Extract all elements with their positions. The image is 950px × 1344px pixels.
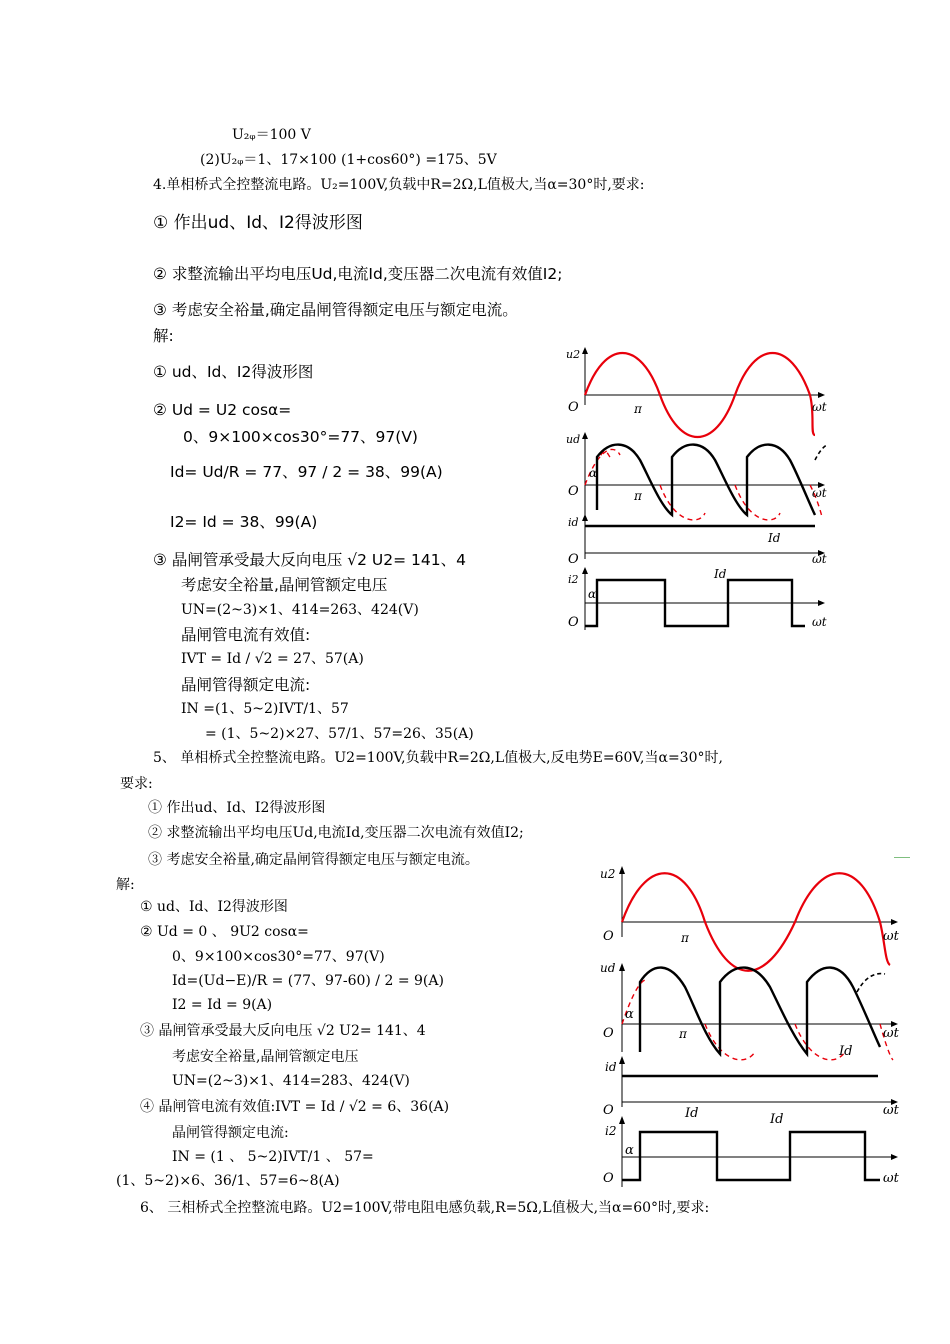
p5-solution-label: 解:: [116, 877, 135, 893]
p5-sol-1: ① ud、Id、I2得波形图: [140, 899, 288, 915]
label-alpha-2: α: [588, 587, 597, 601]
label5-alpha-1: α: [625, 1007, 634, 1022]
label-u2: u2: [566, 348, 581, 361]
label-alpha-1: α: [589, 466, 598, 480]
p4-req-3: ③ 考虑安全裕量,确定晶闸管得额定电压与额定电流。: [153, 301, 518, 319]
label5-Id-2: Id: [685, 1106, 699, 1121]
p5-sol-2: ② Ud = 0 、 9U2 cosα=: [140, 924, 309, 940]
label5-O-2: O: [603, 1026, 614, 1041]
label-wt-1: ωt: [812, 400, 827, 414]
label-O-1: O: [568, 400, 579, 415]
label-O-2: O: [568, 484, 579, 499]
label5-alpha-2: α: [625, 1143, 634, 1158]
label-wt-3: ωt: [812, 552, 827, 566]
label-Id-1: Id: [768, 531, 781, 545]
label5-Id-1: Id: [839, 1044, 853, 1059]
p4-sol-i2: I2= Id = 38、99(A): [170, 513, 318, 531]
p4-sol-in: IN =(1、5~2)IVT/1、57: [181, 701, 349, 717]
label5-wt-3: ωt: [883, 1103, 899, 1118]
p4-sol-id: Id= Ud/R = 77、97 / 2 = 38、99(A): [170, 463, 443, 481]
label-O-3: O: [568, 552, 579, 567]
p4-sol-3: ③ 晶闸管承受最大反向电压 √2 U2= 141、4: [153, 551, 466, 569]
p4-sol-in-label: 晶闸管得额定电流:: [181, 676, 311, 694]
p4-sol-un: UN=(2~3)×1、414=263、424(V): [181, 602, 419, 618]
label-wt-2: ωt: [812, 486, 827, 500]
p5-sol-un: UN=(2~3)×1、414=283、424(V): [172, 1073, 410, 1089]
label5-O-4: O: [603, 1171, 614, 1186]
label5-ud: ud: [600, 961, 616, 975]
label5-id: id: [605, 1060, 617, 1074]
i2-square-5: [622, 1132, 880, 1180]
label5-wt-2: ωt: [883, 1026, 899, 1041]
label-Id-2: Id: [714, 567, 727, 581]
p5-sol-in: IN = (1 、 5~2)IVT/1 、 57=: [172, 1149, 374, 1165]
p5-sol-3b: 考虑安全裕量,晶闸管额定电压: [172, 1049, 359, 1065]
p5-sol-4: ④ 晶闸管电流有效值:IVT = Id / √2 = 6、36(A): [140, 1099, 450, 1115]
label5-u2: u2: [600, 867, 616, 881]
p4-sol-2b: 0、9×100×cos30°=77、97(V): [183, 428, 418, 446]
p5-sol-id: Id=(Ud−E)/R = (77、97-60) / 2 = 9(A): [172, 973, 444, 989]
line-u2phi-2: (2)U₂ᵩ＝1、17×100 (1+cos60°) =175、5V: [200, 152, 497, 168]
label5-wt-4: ωt: [883, 1171, 899, 1186]
label5-pi-2: π: [679, 1027, 687, 1041]
label-O-4: O: [568, 615, 579, 630]
p5-sol-in-2: (1、5~2)×6、36/1、57=6~8(A): [116, 1173, 340, 1189]
p5-sol-3: ③ 晶闸管承受最大反向电压 √2 U2= 141、4: [140, 1023, 426, 1039]
p4-sol-in-2: = (1、5~2)×27、57/1、57=26、35(A): [205, 726, 474, 742]
label-i2: i2: [568, 573, 579, 586]
p4-req-1: ① 作出ud、Id、I2得波形图: [153, 213, 363, 233]
problem-5-title: 5、 单相桥式全控整流电路。U2=100V,负载中R=2Ω,L值极大,反电势E=60V,当α=30°时,: [153, 750, 723, 766]
p4-sol-1: ① ud、Id、I2得波形图: [153, 363, 314, 381]
label5-pi-1: π: [681, 931, 689, 945]
ud-tail: [815, 445, 828, 460]
p4-sol-ivt-label: 晶闸管电流有效值:: [181, 626, 311, 644]
p4-sol-ivt: IVT = Id / √2 = 27、57(A): [181, 651, 364, 667]
p4-sol-2: ② Ud = U2 cosα=: [153, 401, 292, 419]
label-wt-4: ωt: [812, 615, 827, 629]
ud5-wave: [640, 968, 880, 1054]
waveform-figure-5: [595, 862, 910, 1192]
p5-require: 要求:: [120, 776, 153, 792]
label5-Id-3: Id: [770, 1112, 784, 1127]
green-mark: [894, 857, 910, 861]
p5-req-2: ② 求整流输出平均电压Ud,电流Id,变压器二次电流有效值I2;: [148, 825, 524, 841]
p4-req-2: ② 求整流输出平均电压Ud,电流Id,变压器二次电流有效值I2;: [153, 265, 563, 283]
label-ud: ud: [566, 433, 581, 446]
ud-wave: [597, 445, 815, 515]
waveform-figure-4: [560, 345, 835, 635]
label5-wt-1: ωt: [883, 929, 899, 944]
label5-O-3: O: [603, 1103, 614, 1118]
p4-sol-3b: 考虑安全裕量,晶闸管额定电压: [181, 576, 388, 594]
problem-4-title: 4.单相桥式全控整流电路。U₂=100V,负载中R=2Ω,L值极大,当α=30°时,要求:: [153, 177, 645, 193]
label-id: id: [568, 516, 579, 529]
p5-req-1: ① 作出ud、Id、I2得波形图: [148, 800, 326, 816]
label-pi-1: π: [634, 402, 642, 416]
p4-solution-label: 解:: [153, 327, 174, 345]
p5-sol-2b: 0、9×100×cos30°=77、97(V): [172, 949, 385, 965]
p5-req-3: ③ 考虑安全裕量,确定晶闸管得额定电压与额定电流。: [148, 852, 479, 868]
ud5-tail: [857, 974, 885, 992]
p5-sol-in-label: 晶闸管得额定电流:: [172, 1125, 289, 1141]
line-u2phi: U₂ᵩ＝100 V: [232, 127, 311, 143]
label5-i2: i2: [605, 1124, 617, 1138]
label-pi-2: π: [634, 489, 642, 503]
problem-6-title: 6、 三相桥式全控整流电路。U2=100V,带电阻电感负载,R=5Ω,L值极大,当α=60°时,要求:: [140, 1200, 710, 1216]
label5-O-1: O: [603, 929, 614, 944]
p5-sol-i2: I2 = Id = 9(A): [172, 997, 273, 1013]
